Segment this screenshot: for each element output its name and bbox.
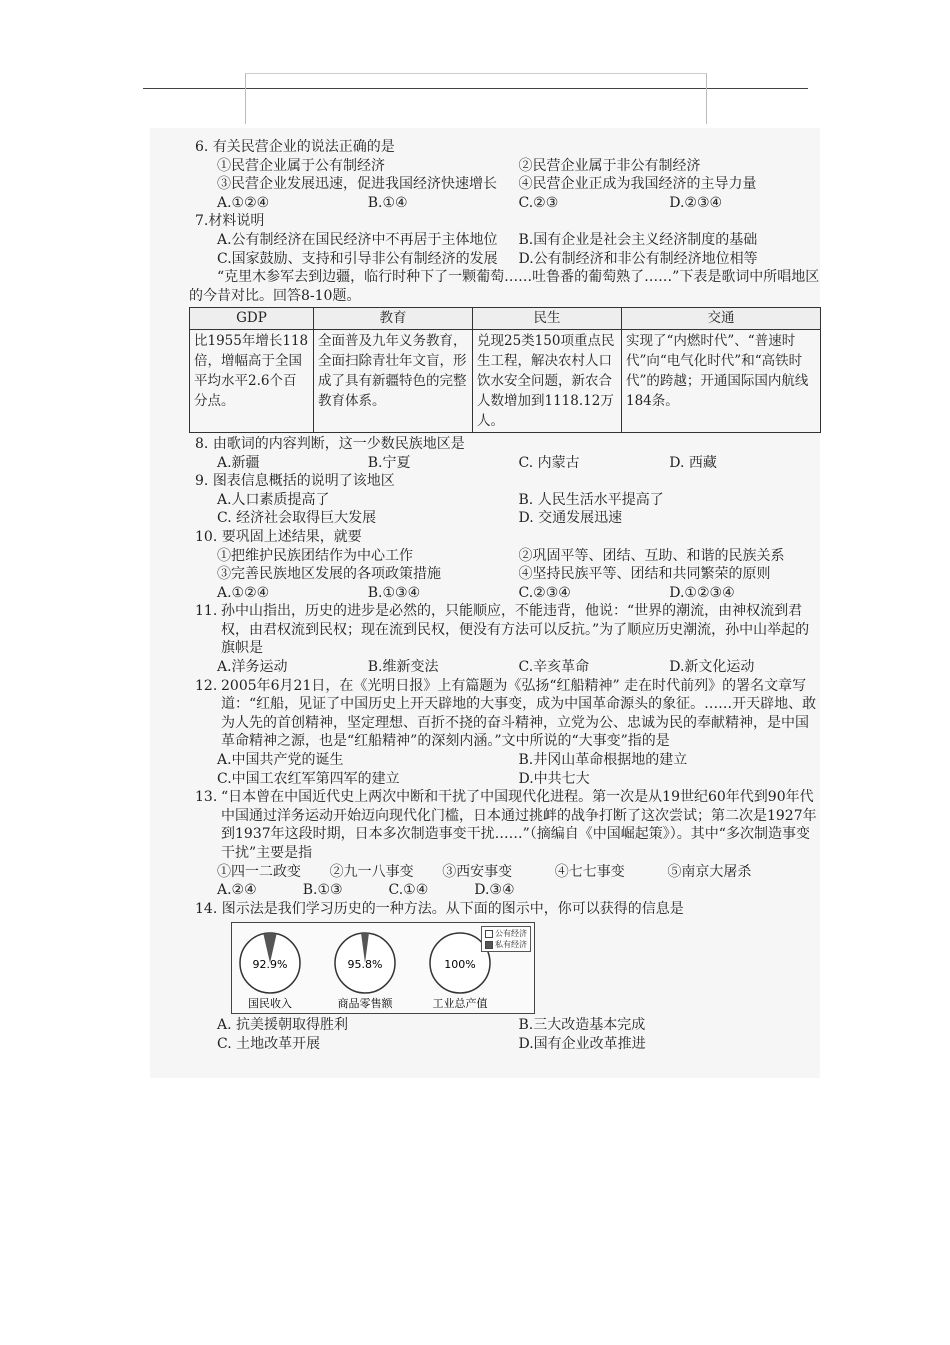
question-number: 7. bbox=[195, 213, 209, 230]
option-a[interactable]: A.新疆 bbox=[217, 454, 260, 471]
statement-item: ①民营企业属于公有制经济 bbox=[217, 157, 385, 174]
pie-category-label: 商品零售额 bbox=[337, 997, 393, 1011]
table-cell: 实现了“内燃时代”、“普速时代”向“电气化时代”和“高铁时代”的跨越；开通国际国内航线184条。 bbox=[622, 329, 821, 432]
option-c[interactable]: C. 内蒙古 bbox=[518, 454, 580, 471]
table-header: 教育 bbox=[314, 308, 473, 330]
question-12 bbox=[195, 677, 820, 789]
pie-category-label: 工业总产值 bbox=[432, 997, 488, 1011]
legend-swatch bbox=[485, 930, 493, 938]
option-row bbox=[195, 1035, 820, 1054]
option-c[interactable]: C.中国工农红军第四军的建立 bbox=[217, 770, 400, 787]
statement-item: ①把维护民族团结作为中心工作 bbox=[217, 547, 413, 564]
question-9 bbox=[195, 472, 820, 528]
legend-label: 私有经济 bbox=[495, 940, 527, 950]
table-cell: 比1955年增长118倍，增幅高于全国平均水平2.6个百分点。 bbox=[190, 329, 314, 432]
chart-legend bbox=[481, 926, 531, 952]
statement-item: ④七七事变 bbox=[554, 863, 625, 880]
option-row bbox=[195, 509, 820, 528]
option-row bbox=[195, 231, 820, 250]
option-d[interactable]: D. 西藏 bbox=[669, 454, 717, 471]
question-7 bbox=[195, 212, 820, 268]
option-c[interactable]: C.辛亥革命 bbox=[518, 659, 590, 676]
option-b[interactable]: B. 人民生活水平提高了 bbox=[518, 491, 664, 508]
statement-item: ②巩固平等、团结、互助、和谐的民族关系 bbox=[518, 547, 785, 564]
option-b[interactable]: B.国有企业是社会主义经济制度的基础 bbox=[518, 231, 758, 248]
question-stem: 由歌词的内容判断，这一少数民族地区是 bbox=[212, 435, 465, 452]
option-row bbox=[195, 454, 820, 473]
option-a[interactable]: A.①②④ bbox=[217, 194, 270, 211]
statement-row bbox=[195, 157, 820, 176]
header-box bbox=[245, 73, 707, 124]
option-c[interactable]: C.国家鼓励、支持和引导非公有制经济的发展 bbox=[217, 250, 498, 267]
comparison-table bbox=[189, 307, 821, 433]
question-number: 12. bbox=[195, 677, 218, 694]
option-d[interactable]: D.②③④ bbox=[669, 194, 723, 211]
question-stem: “日本曾在中国近代史上两次中断和干扰了中国现代化进程。第一次是从19世纪60年代到90年代中国通过洋务运动开始迈向现代化门槛，日本通过挑衅的战争打断了这次尝试；第二次是1927年到1937年这段时期，日本多次制造事变干扰……”（摘编自《中国崛起策》）。其中“多次制造事变干扰”主要是指 bbox=[221, 789, 817, 861]
question-stem: 2005年6月21日，在《光明日报》上有篇题为《弘扬“红船精神” 走在时代前列》的署名文章写道：“红船，见证了中国历史上开天辟地的大事变，成为中国革命源头的象征。……开天辟地、敢为人先的首创精神，坚定理想、百折不挠的奋斗精神，立党为公、忠诚为民的奉献精神，是中国革命精神之源，也是“红船精神”的深刻内涵。”文中所说的“大事变”指的是 bbox=[221, 677, 817, 750]
statement-item: ③西安事变 bbox=[442, 863, 513, 880]
question-number: 8. bbox=[195, 435, 209, 452]
question-number: 11. bbox=[195, 603, 218, 620]
question-number: 9. bbox=[195, 473, 209, 490]
option-d[interactable]: D.①②③④ bbox=[669, 584, 735, 601]
statement-row bbox=[195, 175, 820, 194]
option-row bbox=[195, 881, 820, 900]
statement-row bbox=[195, 565, 820, 584]
option-row bbox=[195, 770, 820, 789]
question-stem: 图示法是我们学习历史的一种方法。从下面的图示中，你可以获得的信息是 bbox=[221, 900, 684, 917]
statement-row bbox=[195, 863, 820, 882]
option-b[interactable]: B.宁夏 bbox=[367, 454, 411, 471]
legend-item-public bbox=[485, 928, 527, 939]
option-row bbox=[195, 250, 820, 269]
question-stem: 有关民营企业的说法正确的是 bbox=[212, 139, 395, 155]
legend-swatch bbox=[485, 941, 493, 949]
option-d[interactable]: D.中共七大 bbox=[518, 770, 590, 787]
statement-item: ③民营企业发展迅速，促进我国经济快速增长 bbox=[217, 176, 497, 193]
option-c[interactable]: C. 经济社会取得巨大发展 bbox=[217, 510, 377, 527]
pie-category-label: 国民收入 bbox=[248, 997, 292, 1011]
option-c[interactable]: C.②③ bbox=[518, 194, 559, 211]
option-row bbox=[195, 658, 820, 677]
option-b[interactable]: B.①③④ bbox=[367, 584, 421, 601]
statement-item: ③完善民族地区发展的各项政策措施 bbox=[217, 566, 441, 583]
statement-item: ②民营企业属于非公有制经济 bbox=[518, 157, 701, 174]
pie-chart-panel bbox=[231, 922, 535, 1014]
option-b[interactable]: B.①③ bbox=[302, 882, 343, 899]
pie-percent-label: 95.8% bbox=[347, 958, 383, 972]
question-8 bbox=[195, 435, 820, 472]
option-d[interactable]: D.③④ bbox=[474, 882, 515, 899]
table-row bbox=[190, 329, 821, 432]
option-a[interactable]: A.洋务运动 bbox=[217, 659, 288, 676]
option-c[interactable]: C.①④ bbox=[388, 882, 429, 899]
question-stem: 材料说明 bbox=[208, 213, 265, 230]
option-row bbox=[195, 491, 820, 510]
question-stem: 孙中山指出，历史的进步是必然的，只能顺应，不能违背，他说：“世界的潮流，由神权流到君权，由君权流到民权；现在流到民权，便没有方法可以反抗。”为了顺应历史潮流，孙中山举起的旗帜是 bbox=[221, 603, 810, 657]
option-b[interactable]: B.三大改造基本完成 bbox=[518, 1017, 646, 1034]
option-b[interactable]: B.井冈山革命根据地的建立 bbox=[518, 752, 688, 769]
question-stem: 要巩固上述结果，就要 bbox=[221, 528, 362, 545]
pie-charts bbox=[232, 923, 492, 1011]
option-c[interactable]: C. 土地改革开展 bbox=[217, 1035, 321, 1052]
option-row bbox=[195, 584, 820, 603]
pie-percent-label: 100% bbox=[444, 958, 476, 972]
question-6 bbox=[195, 138, 820, 212]
table-header: GDP bbox=[190, 308, 314, 330]
question-number: 6. bbox=[195, 139, 209, 155]
passage: “克里木参军去到边疆，临行时种下了一颗葡萄……吐鲁番的葡萄熟了……”下表是歌词中所唱地区的今昔对比。回答8-10题。 bbox=[189, 269, 820, 304]
legend-item-private bbox=[485, 939, 527, 950]
table-header: 民生 bbox=[473, 308, 622, 330]
statement-item: ②九一八事变 bbox=[329, 863, 414, 880]
question-14 bbox=[195, 900, 820, 1054]
option-row bbox=[195, 194, 820, 213]
legend-label: 公有经济 bbox=[495, 929, 527, 939]
statement-item: ④民营企业正成为我国经济的主导力量 bbox=[518, 176, 757, 193]
option-a[interactable]: A.中国共产党的诞生 bbox=[217, 752, 344, 769]
option-d[interactable]: D.国有企业改革推进 bbox=[518, 1035, 646, 1052]
option-row bbox=[195, 1016, 820, 1035]
option-b[interactable]: B.维新变法 bbox=[367, 659, 439, 676]
option-d[interactable]: D. 交通发展迅速 bbox=[518, 510, 623, 527]
option-a[interactable]: A. 抗美援朝取得胜利 bbox=[217, 1017, 349, 1034]
question-number: 10. bbox=[195, 528, 218, 545]
pie-percent-label: 92.9% bbox=[252, 958, 288, 972]
option-c[interactable]: C.②③④ bbox=[518, 584, 571, 601]
option-a[interactable]: A.②④ bbox=[217, 882, 257, 899]
table-header-row bbox=[190, 308, 821, 330]
exam-content bbox=[189, 138, 820, 1054]
table-cell: 兑现25类150项重点民生工程，解决农村人口饮水安全问题，新农合人数增加到1118.12万人。 bbox=[473, 329, 622, 432]
question-11 bbox=[195, 602, 820, 676]
option-b[interactable]: B.①④ bbox=[367, 194, 408, 211]
statement-row bbox=[195, 547, 820, 566]
option-a[interactable]: A.公有制经济在国民经济中不再居于主体地位 bbox=[217, 231, 498, 248]
statement-item: ①四一二政变 bbox=[217, 863, 301, 880]
question-13 bbox=[195, 788, 820, 900]
option-row bbox=[195, 751, 820, 770]
question-number: 13. bbox=[195, 789, 218, 806]
question-10 bbox=[195, 528, 820, 602]
option-a[interactable]: A.人口素质提高了 bbox=[217, 491, 330, 508]
statement-item: ④坚持民族平等、团结和共同繁荣的原则 bbox=[518, 566, 771, 583]
question-number: 14. bbox=[195, 900, 218, 917]
option-a[interactable]: A.①②④ bbox=[217, 584, 270, 601]
statement-item: ⑤南京大屠杀 bbox=[667, 863, 752, 880]
table-cell: 全面普及九年义务教育，全面扫除青壮年文盲，形成了具有新疆特色的完整教育体系。 bbox=[314, 329, 473, 432]
option-d[interactable]: D.新文化运动 bbox=[669, 659, 755, 676]
question-stem: 图表信息概括的说明了该地区 bbox=[212, 473, 395, 490]
option-d[interactable]: D.公有制经济和非公有制经济地位相等 bbox=[518, 250, 758, 267]
table-header: 交通 bbox=[622, 308, 821, 330]
